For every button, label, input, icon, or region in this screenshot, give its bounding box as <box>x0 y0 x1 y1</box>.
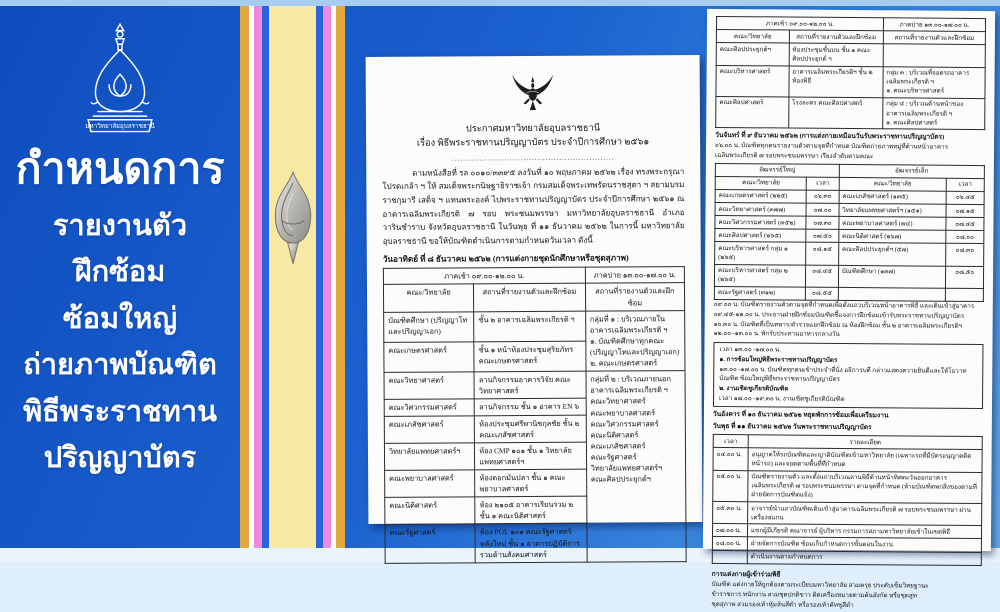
dotted-divider: ........................................................... <box>452 153 615 163</box>
faculty-cell: คณะวิทยาศาสตร์ (๓๗๗) <box>715 202 807 216</box>
big-grandstand-header: อัฒจรรย์ใหญ่ <box>715 163 839 177</box>
detail-cell: อนุญาตให้รถบัณฑิตและญาติบัณฑิตเข้ามหาวิทยาลัย (เฉพาะรถที่มีบัตรอนุญาตติดหน้ารถ) และจอดตามพื้นที่ที่กำหนด <box>748 448 982 472</box>
note-line: ๑๒.๐๐ -๑๓.๐๐ น. พักรับประทานอาหารกลางวัน <box>713 330 840 339</box>
crystal-ornament-icon <box>267 170 319 266</box>
place-cell: ห้องประชุมศรีพานิชกุลชัย ชั้น ๒ คณะเภสัชศาสตร์ <box>475 415 587 443</box>
faculty-cell: คณะบริหารศาสตร์ <box>716 65 789 97</box>
stripe-gold <box>336 6 345 548</box>
decorative-stripe-band <box>240 6 345 548</box>
morning-session-header: ภาคเช้า ๐๙.๐๐-๑๒.๐๐ น. <box>383 268 585 285</box>
place-cell: ห้องดอกมันปลา ชั้น ๑ คณะพยาบาลศาสตร์ <box>475 469 587 497</box>
column-header-place: สถานที่รายงานตัวและฝึกซ้อม <box>789 30 883 44</box>
place-cell: ห้อง POL ๑๐๑ คณะรัฐศาสตร์หลังใหม่ ชั้น ๑ อาคารปฏิบัติการรวมด้านสังคมศาสตร์ <box>475 524 587 563</box>
column-header-time: เวลา <box>713 435 748 448</box>
column-header-place: สถานที่รายงานตัวและฝึกซ้อม <box>585 283 685 311</box>
column-header-faculty: คณะ/วิทยาลัย <box>715 176 807 190</box>
faculty-cell: คณะนิติศาสตร์ <box>385 497 475 525</box>
faculty-cell: คณะนิติศาสตร์ (๒๖๗) <box>839 230 947 244</box>
group-cell: กลุ่ม ๓ : บริเวณที่จอดรถอาคารเฉลิมพระเกียรติ ฯ ๑. คณะบริหารศาสตร์ <box>883 66 985 98</box>
time-cell: ๐๘.๓๐ <box>946 244 984 267</box>
faculty-cell: คณะศิลปศาสตร์ (๒๖๕) <box>715 229 807 243</box>
column-header-place: สถานที่รายงานตัวและฝึกซ้อม <box>883 31 985 45</box>
day1-rehearsal-table-continued <box>715 16 986 130</box>
schedule-line: ถ่ายภาพบัณฑิต <box>23 349 217 382</box>
detail-cell: ฝ่ายจัดการบัณฑิต ซ้อมเก็บกำหนดการขั้นตอนในงาน <box>747 537 981 552</box>
faculty-cell: คณะเภสัชศาสตร์ <box>384 415 474 443</box>
group-photo-table <box>714 163 985 302</box>
ceremony-day-table <box>712 434 983 565</box>
box-item2: ๒. งานเชิดชูเกียรติบัณฑิต <box>719 384 789 393</box>
box-time-heading: เวลา ๑๓.๐๐ -๑๗.๐๐ น. <box>719 346 781 354</box>
day2-heading: วันจันทร์ ที่ ๙ ธันวาคม ๒๕๖๒ (การแต่งกายเหมือนวันรับพระราชทานปริญญาบัตร) <box>715 132 945 141</box>
place-cell: ห้อง ๒๑๐๕ อาคารเรียนรวม ๒ ชั้น ๑ คณะนิติศาสตร์ <box>475 496 587 524</box>
table-row <box>716 65 985 98</box>
column-header-time: เวลา <box>807 177 839 190</box>
day3-heading: วันอังคาร ที่ ๑๐ ธันวาคม ๒๕๖๒ หยุดพักการซ้อมเพื่อเตรียมงาน <box>712 410 889 419</box>
garuda-emblem-icon <box>502 66 564 120</box>
box-item1: ๑. การซ้อมใหญ่พิธีพระราชทานปริญญาบัตร <box>719 355 838 364</box>
time-cell: ๐๘.๐๐ น. <box>712 537 747 550</box>
announcement-heading <box>382 121 684 152</box>
faculty-cell: คณะพยาบาลศาสตร์ <box>385 470 475 498</box>
faculty-cell: คณะเกษตรศาสตร์ <box>384 342 474 373</box>
column-header-time: เวลา <box>947 178 985 191</box>
dress-code-line: บัณฑิต แต่งกายให้ถูกต้องตามระเบียบมหาวิทยาลัย สวมครุย ประดับเข็มวิทยฐานะ <box>711 580 929 590</box>
dress-code-title: การแต่งกายผู้เข้าร่วมพิธี <box>711 570 781 579</box>
column-header-faculty: คณะ/วิทยาลัย <box>839 177 947 191</box>
detail-cell: แขกผู้มีเกียรติ คณาจารย์ ผู้บริหาร กรรมการสภามหาวิทยาลัยเข้าในเขตพิธี <box>747 524 981 539</box>
place-cell: อาคารเฉลิมพระเกียรติฯ ชั้น ๒ ห้องพิธี <box>789 66 883 98</box>
afternoon-group2-cell: กลุ่มที่ ๒ : บริเวณภายนอกอาคารเฉลิมพระเกียรติ ฯ คณะวิทยาศาสตร์ คณะพยาบาลศาสตร์ คณะวิศวกรรมศาสตร์ คณะนิติศาสตร์ คณะเภสัชศาสตร์ คณะรัฐศาสตร์ วิทยาลัยแพทยศาสตร์ฯ คณะศิลปประยุกต์ฯ <box>586 371 687 562</box>
schedule-line: ฝึกซ้อม <box>74 256 166 289</box>
table-row <box>716 43 985 67</box>
place-cell: ชั้น ๒ อาคารเฉลิมพระเกียรติ ฯ <box>474 311 586 342</box>
time-cell: ๐๗.๔๕ <box>946 217 984 230</box>
time-cell: ๐๘.๕๐ <box>946 266 984 289</box>
faculty-cell: คณะศิลปประยุกต์ฯ (๕๗) <box>838 243 946 266</box>
time-cell: ๐๕.๓๐ น. <box>713 501 748 524</box>
column-header-detail: รายละเอียด <box>748 435 982 450</box>
time-cell: ๐๕.๐๐ น. <box>713 470 748 502</box>
day4-heading: วันพุธ ที่ ๑๑ ธันวาคม ๒๕๖๒ วันพระราชทานปริญญาบัตร <box>712 423 872 432</box>
time-cell <box>946 288 984 301</box>
announcement-document-page2 <box>703 9 995 609</box>
time-cell: ๐๗.๕๐ <box>806 229 838 242</box>
place-cell: ลานกิจกรรมอาคารวิจัย คณะวิทยาศาสตร์ <box>474 371 586 399</box>
day1-heading: วันอาทิตย์ ที่ ๘ ธันวาคม ๒๕๖๒ (การแต่งกายชุดนักศึกษาหรือชุดสุภาพ) <box>382 253 629 265</box>
faculty-cell: คณะพยาบาลศาสตร์ (๗๔) <box>839 217 947 231</box>
faculty-cell: คณะรัฐศาสตร์ <box>385 524 476 563</box>
schedule-line: ซ้อมใหญ่ <box>62 302 178 335</box>
faculty-cell: คณะวิศวกรรมศาสตร์ <box>384 399 474 416</box>
faculty-cell: บัณฑิตศึกษา (๑๓๗) <box>838 265 946 288</box>
stripe-blue <box>262 6 269 548</box>
stripe-pink <box>254 6 262 548</box>
schedule-line: ปริญญาบัตร <box>43 441 197 474</box>
schedule-line: พิธีพระราชทาน <box>23 395 217 428</box>
place-cell: ห้องประชุมชั้นบน ชั้น ๑ คณะศิลปประยุกต์ ฯ <box>789 43 883 66</box>
poster-title: กำหนดการ <box>15 145 225 193</box>
day1-rehearsal-table <box>383 266 687 563</box>
faculty-cell: คณะเภสัชศาสตร์ (๑๓๕) <box>839 190 947 204</box>
dress-code-line: ข้าราชการ พนักงาน สวมชุดปกติขาว ติดเครื่องหมายตามต้นสังกัด หรือชุดสูท <box>711 590 917 600</box>
time-cell: ๐๖.๓๐ <box>807 190 839 203</box>
note-line: ๑๐.๓๐ น. บัณฑิตที่เป็นทหาร/ตำรวจแยกฝึกซ้อม ณ ห้องฝึกซ้อม ชั้น ๒ อาคารเฉลิมพระเกียรติฯ <box>713 320 963 330</box>
table-row <box>714 264 983 288</box>
time-cell: ๐๘.๑๕ <box>806 243 838 266</box>
afternoon-session-header: ภาคบ่าย ๑๓.๐๐-๑๗.๐๐ น. <box>883 18 985 32</box>
day2-intro: ๐๖.๐๐ น. บัณฑิตทุกคนรายงานตัวตามจุดที่กำหนด บัณฑิตถ่ายภาพหมู่ที่ด้านหน้าอาคารเฉลิมพระเกียรติ ๗ รอบพระชนมพรรษา เรียงลำดับตามคณะ <box>714 142 949 161</box>
seal-caption: มหาวิทยาลัยอุบลราชธานี <box>85 122 155 130</box>
stripe-pink <box>323 6 331 548</box>
faculty-cell <box>838 287 946 301</box>
detail-cell: ดำเนินงานตามกำหนดการ <box>747 550 981 565</box>
morning-session-header: ภาคเช้า ๐๙.๐๐-๑๒.๐๐ น. <box>716 16 883 30</box>
afternoon-group1-cell: กลุ่มที่ ๑ : บริเวณภายในอาคารเฉลิมพระเกียรติ ฯ ๑. บัณฑิตศึกษาทุกคณะ (ปริญญาโทและปริญญาเอก) ๒. คณะเกษตรศาสตร์ <box>585 310 685 371</box>
faculty-cell: คณะรัฐศาสตร์ (๓๑๒) <box>714 286 806 300</box>
table-row <box>384 310 685 342</box>
place-cell: โรงละคร คณะศิลปศาสตร์ <box>788 97 882 129</box>
afternoon-session-header: ภาคบ่าย ๑๓.๐๐-๑๗.๐๐ น. <box>585 267 684 284</box>
box-item2-detail: เวลา ๑๗.๐๐ -๑๙.๓๐ น. งานเชิดชูเกียรติบัณฑิต <box>719 394 845 403</box>
dress-code-line: ชุดสุภาพ สวมรองเท้าหุ้มส้นสีดำ หรือรองเท้าคัทชูสีดำ <box>711 600 854 609</box>
afternoon-program-box <box>713 342 983 409</box>
time-cell: ๐๗.๐๐ <box>806 203 838 216</box>
announcement-subject: เรื่อง พิธีพระราชทานปริญญาบัตร ประจำปีการศึกษา ๒๕๖๑ <box>416 137 650 150</box>
faculty-cell: คณะวิศวกรรมศาสตร์ (๓๕๒) <box>715 216 807 230</box>
poster-left-column <box>0 6 240 548</box>
table-row <box>715 242 984 266</box>
announcement-body: ตามหนังสือที่ รล ๐๐๑๐/๓๓๙๕ ลงวันที่ ๑๐ พฤษภาคม ๒๕๖๒ เรื่อง ทรงพระกรุณาโปรดเกล้า ฯ ให้ สมเด็จพระกนิษฐาธิราชเจ้า กรมสมเด็จพระเทพรัตนราชสุดา ฯ สยามบรมราชกุมารี เสด็จ ฯ แทนพระองค์ ไปพระราชทานปริญญาบัตร ประจำปีการศึกษา ๒๕๖๑ ณ อาคารเฉลิมพระเกียรติ ๗ รอบ พระชนมพรรษา มหาวิทยาลัยอุบลราชธานี อำเภอวารินชำราบ จังหวัดอุบลราชธานี ในวันพุธ ที่ ๑๑ ธันวาคม ๒๕๖๒ ในการนี้ มหาวิทยาลัยอุบลราชธานี ขอให้บัณฑิตดำเนินการตามกำหนดวันเวลา ดังนี้ <box>382 166 685 246</box>
time-cell: ๐๘.๐๐ <box>946 231 984 244</box>
time-cell: ๐๔.๐๐ น. <box>713 448 748 471</box>
group-cell <box>883 44 985 67</box>
time-cell <box>712 550 747 563</box>
faculty-cell: คณะบริหารศาสตร์ กลุ่ม ๑ (๒๖๕) <box>715 242 807 265</box>
time-cell: ๐๘.๕๕ <box>806 287 838 300</box>
place-cell: ชั้น ๑ หน้าห้องประชุมสุริยภัทร คณะเกษตรศาสตร์ <box>474 341 586 372</box>
note-line: ๐๙.๔๕-๑๒.๐๐ น. ประธานฝ่ายฝึกซ้อมบัณฑิตชี้แจงการฝึกซ้อมเข้ารับพระราชทานปริญญาบัตร <box>713 310 965 320</box>
university-seal-icon <box>70 20 170 134</box>
faculty-cell: คณะเกษตรศาสตร์ (๒๒๕) <box>715 189 807 203</box>
faculty-cell: วิทยาลัยแพทยศาสตร์ฯ (๑๕๑) <box>839 203 947 217</box>
faculty-cell: คณะวิทยาศาสตร์ <box>384 372 474 400</box>
table-row <box>712 550 981 565</box>
note-line: ๐๙.๐๐ น. บัณฑิตรายงานตัวตามจุดที่กำหนดเพื่อตั้งแถวบริเวณหน้าอาคารพิธี และเดินเข้าสู่อาคาร <box>713 300 975 310</box>
faculty-cell: วิทยาลัยแพทยศาสตร์ฯ <box>384 443 474 471</box>
time-cell: ๐๗.๑๕ <box>946 204 984 217</box>
time-cell: ๐๗.๐๐ น. <box>712 524 747 537</box>
detail-cell: บัณฑิตรายงานตัว และตั้งแถวบริเวณลานพิธีด้านหน้าทิศตะวันออกอาคารเฉลิมพระเกียรติ ๗ รอบพระชนมพรรษา ตามจุดที่กำหนด (ห้ามบัณฑิตพกสิ่งของตามที่ฝ่ายจัดการบัณฑิตแจ้ง) <box>748 470 982 503</box>
place-cell: ห้อง CMP ๑๐๑ ชั้น ๑ วิทยาลัยแพทยศาสตร์ฯ <box>475 442 587 470</box>
table-row <box>384 371 685 400</box>
place-cell: ลานกิจกรรม ชั้น ๑ อาคาร EN ๖ <box>474 399 585 416</box>
faculty-cell: คณะศิลปศาสตร์ <box>716 96 789 128</box>
column-header-faculty: คณะ/วิทยาลัย <box>716 30 789 44</box>
announcement-org: ประกาศมหาวิทยาลัยอุบลราชธานี <box>465 123 601 135</box>
time-cell: ๐๖.๔๕ <box>946 191 984 204</box>
time-cell: ๐๗.๓๐ <box>806 216 838 229</box>
schedule-line: รายงานตัว <box>52 210 188 242</box>
table-row <box>713 470 982 503</box>
box-item1-detail: ๑๓.๐๐ -๑๗.๐๐ น. บัณฑิตทุกคนเข้าประจำที่นั่ง อธิการบดี กล่าวแสดงความยินดีและให้โอวาทบัณฑิต ซ้อมใหญ่พิธีพระราชทานปริญญาบัตร <box>719 365 967 384</box>
dress-code-section <box>711 570 981 612</box>
time-cell: ๐๘.๔๕ <box>806 265 838 288</box>
table-row <box>716 96 985 129</box>
faculty-cell: คณะบริหารศาสตร์ กลุ่ม ๒ (๒๖๕) <box>714 264 806 287</box>
table-row <box>713 501 982 525</box>
table-row <box>713 448 982 472</box>
column-header-place: สถานที่รายงานตัวและฝึกซ้อม <box>474 284 586 312</box>
poster-schedule-lines <box>23 203 217 481</box>
column-header-faculty: คณะ/วิทยาลัย <box>383 284 473 312</box>
stripe-cream <box>269 6 316 548</box>
group-cell: กลุ่ม ๔ : บริเวณด้านหน้าของอาคารเฉลิมพระเกียรติ ฯ ๑. คณะศิลปศาสตร์ <box>882 98 984 130</box>
stripe-gold <box>240 6 249 548</box>
detail-cell: อาจารย์นำแถวบัณฑิตเดินเข้าสู่อาคารเฉลิมพระเกียรติ ๗ รอบพระชนมพรรษา ผ่านเครื่องสแกน <box>748 502 982 526</box>
faculty-cell: คณะศิลปประยุกต์ฯ <box>716 43 789 66</box>
stripe-blue <box>316 6 323 548</box>
faculty-cell: บัณฑิตศึกษา (ปริญญาโทและปริญญาเอก) <box>384 312 474 343</box>
announcement-document-page1 <box>366 55 703 560</box>
small-grandstand-header: อัฒจรรย์เล็ก <box>839 164 984 178</box>
